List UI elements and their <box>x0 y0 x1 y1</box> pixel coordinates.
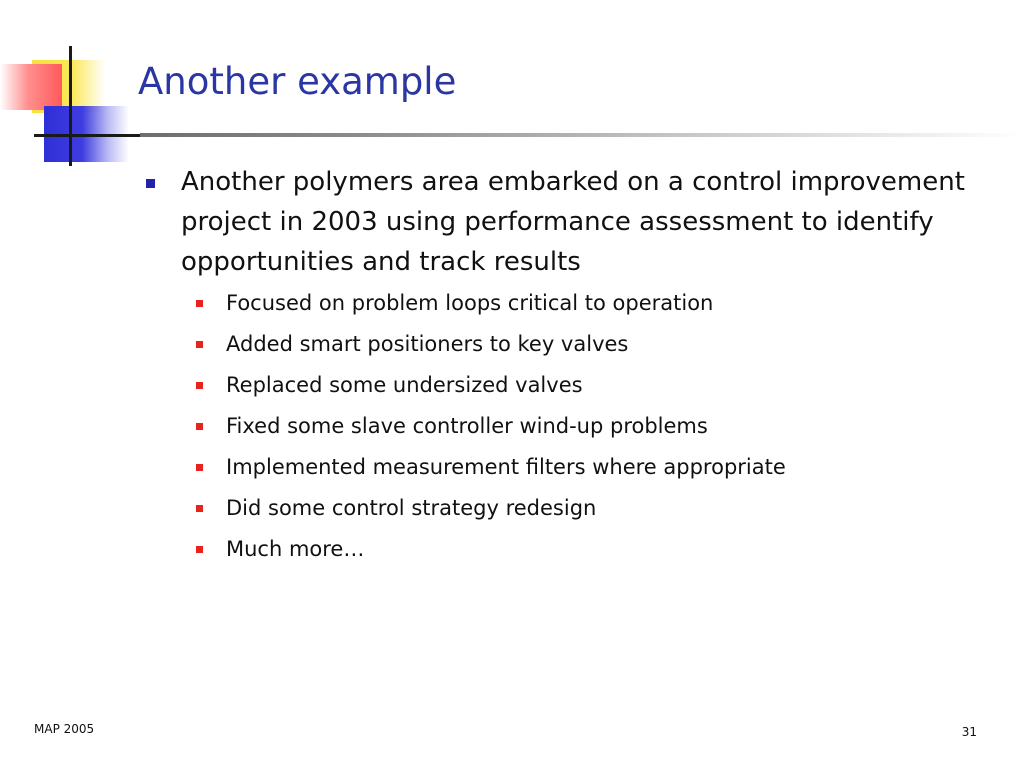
slide-title: Another example <box>138 60 457 103</box>
main-bullet-text: Another polymers area embarked on a control improvement project in 2003 using performance assessment to identify opportunities and track results <box>181 167 965 277</box>
square-bullet-icon <box>196 546 203 553</box>
sub-bullet-text: Implemented measurement filters where appropriate <box>226 455 786 479</box>
slide-content <box>144 162 1004 577</box>
title-divider <box>140 133 1024 137</box>
main-bullet-item <box>144 162 1004 282</box>
sub-bullet-item <box>144 290 1004 316</box>
sub-bullet-item <box>144 372 1004 398</box>
square-bullet-icon <box>146 179 155 188</box>
square-bullet-icon <box>196 423 203 430</box>
decorative-logo <box>0 0 160 170</box>
sub-bullet-text: Added smart positioners to key valves <box>226 332 629 356</box>
sub-bullet-item <box>144 413 1004 439</box>
logo-horizontal-line <box>34 134 144 137</box>
sub-bullet-text: Focused on problem loops critical to operation <box>226 291 714 315</box>
square-bullet-icon <box>196 300 203 307</box>
page-number: 31 <box>961 725 977 739</box>
sub-bullet-text: Did some control strategy redesign <box>226 496 597 520</box>
footer-label: MAP 2005 <box>34 722 95 736</box>
sub-bullet-item <box>144 454 1004 480</box>
sub-bullet-text: Fixed some slave controller wind-up problems <box>226 414 708 438</box>
sub-bullet-text: Much more… <box>226 537 365 561</box>
logo-vertical-line <box>69 46 72 166</box>
sub-bullet-list <box>144 290 1004 562</box>
logo-red-square <box>0 64 62 110</box>
square-bullet-icon <box>196 505 203 512</box>
square-bullet-icon <box>196 382 203 389</box>
square-bullet-icon <box>196 464 203 471</box>
sub-bullet-item <box>144 331 1004 357</box>
sub-bullet-text: Replaced some undersized valves <box>226 373 583 397</box>
sub-bullet-item <box>144 495 1004 521</box>
sub-bullet-item <box>144 536 1004 562</box>
square-bullet-icon <box>196 341 203 348</box>
